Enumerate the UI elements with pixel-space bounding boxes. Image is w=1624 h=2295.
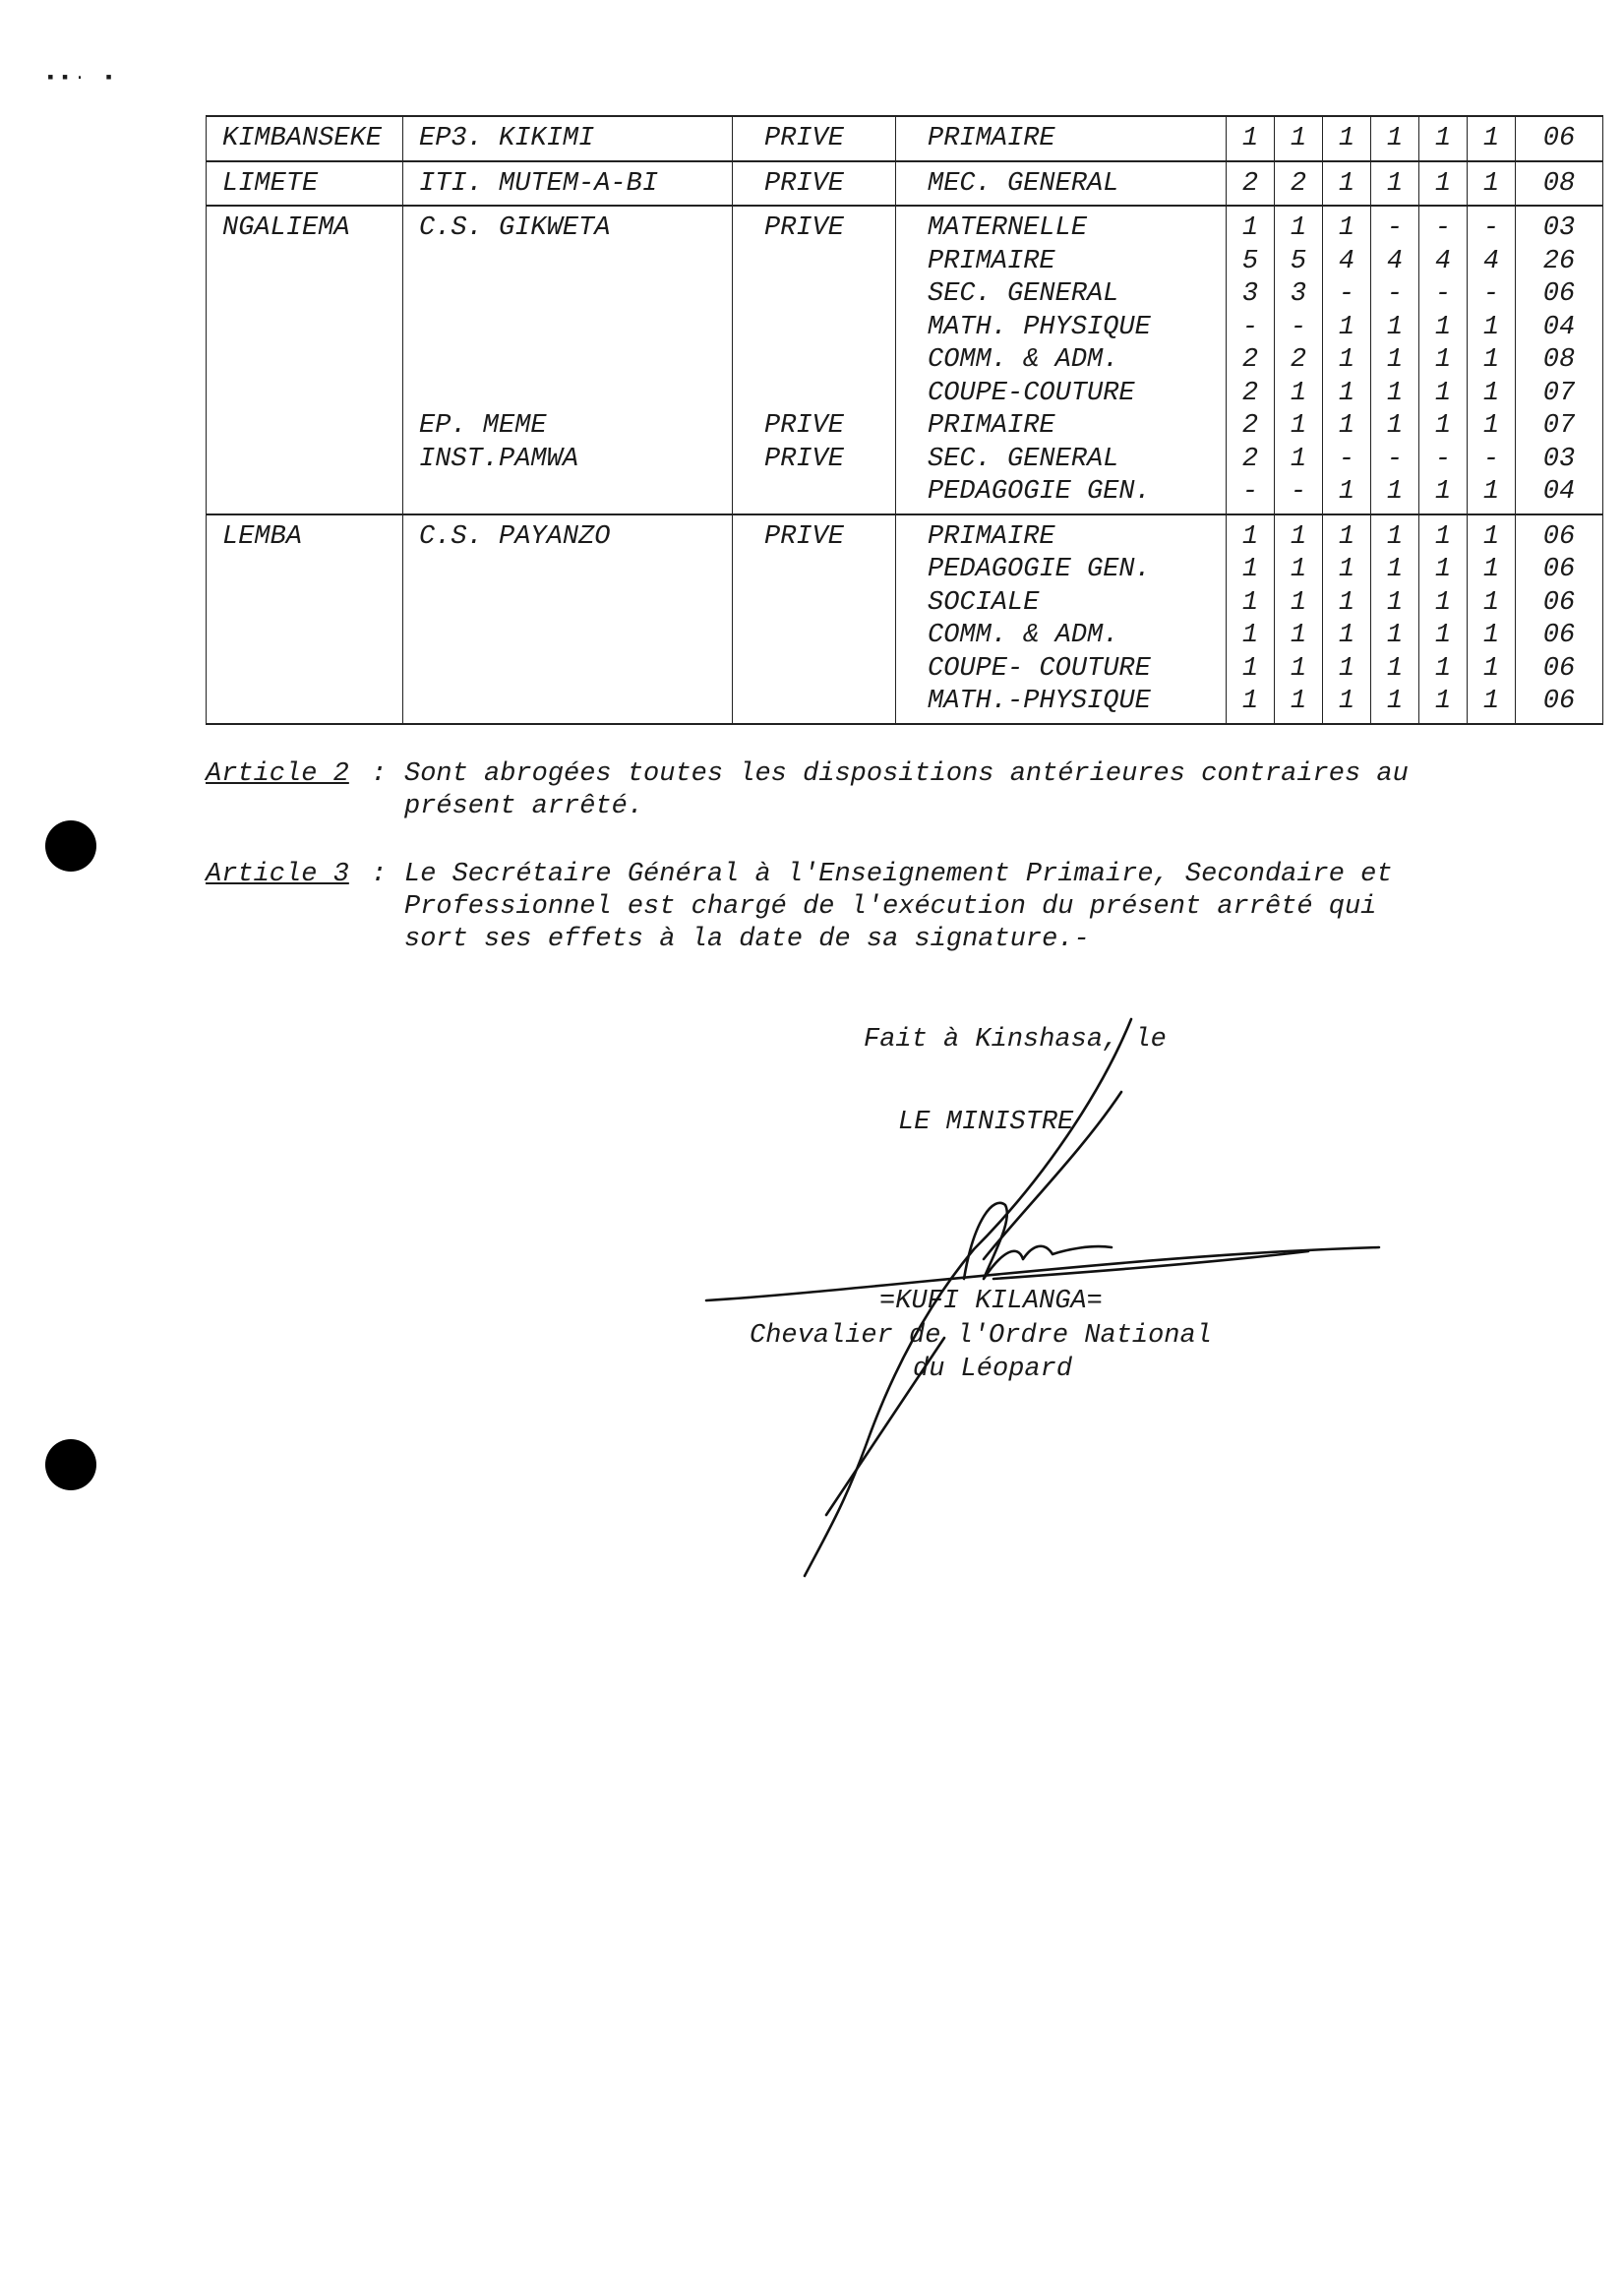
cell-line bbox=[419, 476, 732, 510]
cell-line: ITI. MUTEM-A-BI bbox=[419, 168, 659, 199]
cell-line: PRIMAIRE bbox=[928, 411, 1055, 441]
cell-line: C.S. PAYANZO bbox=[419, 521, 611, 552]
cell-line: LEMBA bbox=[222, 521, 303, 552]
cell-line: - bbox=[1482, 279, 1500, 309]
cell-line bbox=[764, 554, 895, 587]
cell-line: 4 bbox=[1434, 246, 1452, 276]
cell-line: 06 bbox=[1542, 687, 1576, 716]
cell-line: 1 bbox=[1338, 587, 1355, 618]
cell-line: 04 bbox=[1542, 477, 1576, 507]
cell-line: 1 bbox=[1386, 555, 1404, 584]
count-cell bbox=[1323, 514, 1371, 724]
cell-line: 1 bbox=[1482, 653, 1500, 684]
cell-line: 1 bbox=[1386, 653, 1404, 684]
cell-line: EP. MEME bbox=[419, 411, 547, 441]
cell-line bbox=[764, 312, 895, 345]
count-cell bbox=[1371, 514, 1419, 724]
commune-cell bbox=[207, 514, 403, 724]
cell-line: 1 bbox=[1482, 687, 1500, 716]
scan-specks: ▪▪· ▪ bbox=[45, 69, 119, 89]
option-cell bbox=[896, 116, 1227, 161]
regime-cell bbox=[733, 161, 896, 207]
cell-line: SEC. GENERAL bbox=[928, 279, 1119, 309]
count-cell bbox=[1323, 116, 1371, 161]
cell-line: - bbox=[1386, 213, 1404, 243]
signatory-name: =KUFI KILANGA= bbox=[879, 1287, 1103, 1316]
punch-hole bbox=[45, 1439, 96, 1490]
cell-line: - bbox=[1434, 213, 1452, 243]
cell-line: COUPE- COUTURE bbox=[928, 653, 1151, 684]
cell-line: 1 bbox=[1386, 587, 1404, 618]
signatory-title: LE MINISTRE bbox=[898, 1108, 1074, 1137]
cell-line bbox=[764, 620, 895, 653]
cell-line: PRIVE bbox=[764, 213, 845, 243]
cell-line bbox=[419, 620, 732, 653]
cell-line: 1 bbox=[1434, 411, 1452, 441]
cell-line: 26 bbox=[1542, 246, 1576, 276]
article-3-colon: : bbox=[371, 860, 388, 889]
cell-line bbox=[419, 587, 732, 621]
article-3-line: sort ses effets à la date de sa signature.- bbox=[404, 925, 1090, 954]
cell-line: 3 bbox=[1241, 279, 1259, 309]
article-2-colon: : bbox=[371, 759, 388, 789]
count-cell bbox=[1227, 206, 1275, 514]
cell-line bbox=[764, 278, 895, 312]
count-cell bbox=[1468, 514, 1516, 724]
article-3-body bbox=[404, 859, 1467, 956]
cell-line: - bbox=[1482, 444, 1500, 474]
cell-line: 1 bbox=[1482, 411, 1500, 441]
count-cell bbox=[1275, 161, 1323, 207]
cell-line: 1 bbox=[1338, 521, 1355, 552]
cell-line: PRIVE bbox=[764, 168, 845, 199]
cell-line: COUPE-COUTURE bbox=[928, 378, 1135, 408]
cell-line: 2 bbox=[1241, 411, 1259, 441]
school-cell bbox=[403, 206, 733, 514]
cell-line: 1 bbox=[1482, 168, 1500, 199]
cell-line: PRIMAIRE bbox=[928, 246, 1055, 276]
cell-line: MEC. GENERAL bbox=[928, 168, 1119, 199]
cell-line: - bbox=[1386, 444, 1404, 474]
cell-line bbox=[764, 344, 895, 378]
count-cell bbox=[1227, 161, 1275, 207]
cell-line: PRIMAIRE bbox=[928, 521, 1055, 552]
cell-line: 1 bbox=[1290, 653, 1307, 684]
cell-line: INST.PAMWA bbox=[419, 444, 579, 474]
count-cell bbox=[1227, 116, 1275, 161]
cell-line: 07 bbox=[1542, 378, 1576, 408]
cell-line: 1 bbox=[1386, 521, 1404, 552]
count-cell bbox=[1419, 161, 1468, 207]
cell-line: 2 bbox=[1241, 345, 1259, 375]
cell-line: 1 bbox=[1290, 444, 1307, 474]
cell-line: MATH. PHYSIQUE bbox=[928, 312, 1151, 342]
table-row bbox=[207, 514, 1603, 724]
cell-line: 4 bbox=[1386, 246, 1404, 276]
cell-line bbox=[419, 312, 732, 345]
cell-line: 1 bbox=[1338, 653, 1355, 684]
cell-line: 06 bbox=[1542, 621, 1576, 650]
cell-line: 1 bbox=[1241, 124, 1259, 153]
cell-line: 1 bbox=[1338, 312, 1355, 342]
cell-line: - bbox=[1434, 279, 1452, 309]
count-cell bbox=[1323, 161, 1371, 207]
cell-line bbox=[764, 653, 895, 687]
cell-line: LIMETE bbox=[222, 168, 319, 199]
cell-line: 1 bbox=[1434, 477, 1452, 507]
count-cell bbox=[1419, 206, 1468, 514]
cell-line: 1 bbox=[1434, 587, 1452, 618]
cell-line bbox=[764, 476, 895, 510]
cell-line: 1 bbox=[1482, 345, 1500, 375]
cell-line: 1 bbox=[1241, 687, 1259, 716]
cell-line: 1 bbox=[1434, 687, 1452, 716]
cell-line: 04 bbox=[1542, 312, 1576, 342]
cell-line: PRIVE bbox=[764, 521, 845, 552]
cell-line bbox=[764, 686, 895, 719]
cell-line: SOCIALE bbox=[928, 587, 1040, 618]
cell-line: 1 bbox=[1338, 555, 1355, 584]
count-cell bbox=[1419, 116, 1468, 161]
article-2-label: Article 2 bbox=[206, 759, 349, 789]
cell-line: 2 bbox=[1290, 345, 1307, 375]
cell-line: 2 bbox=[1241, 378, 1259, 408]
cell-line: 1 bbox=[1290, 587, 1307, 618]
cell-line: 1 bbox=[1338, 687, 1355, 716]
cell-line: 2 bbox=[1241, 168, 1259, 199]
cell-line: - bbox=[1290, 312, 1307, 342]
place-date: Fait à Kinshasa, le bbox=[864, 1025, 1167, 1055]
count-cell bbox=[1275, 514, 1323, 724]
article-2-line: présent arrêté. bbox=[404, 792, 644, 821]
cell-line: 5 bbox=[1290, 246, 1307, 276]
cell-line: 1 bbox=[1434, 312, 1452, 342]
cell-line: PEDAGOGIE GEN. bbox=[928, 555, 1151, 584]
count-cell bbox=[1371, 116, 1419, 161]
total-cell bbox=[1516, 206, 1603, 514]
cell-line: 1 bbox=[1386, 411, 1404, 441]
cell-line: - bbox=[1386, 279, 1404, 309]
count-cell bbox=[1419, 514, 1468, 724]
cell-line: 06 bbox=[1542, 124, 1576, 153]
cell-line: 4 bbox=[1338, 246, 1355, 276]
cell-line: PEDAGOGIE GEN. bbox=[928, 477, 1151, 507]
punch-hole bbox=[45, 820, 96, 872]
cell-line bbox=[419, 686, 732, 719]
cell-line: KIMBANSEKE bbox=[222, 124, 383, 153]
cell-line: 1 bbox=[1386, 378, 1404, 408]
cell-line: 1 bbox=[1338, 378, 1355, 408]
cell-line: COMM. & ADM. bbox=[928, 621, 1119, 650]
cell-line: 1 bbox=[1482, 124, 1500, 153]
cell-line bbox=[764, 246, 895, 279]
cell-line: 1 bbox=[1290, 621, 1307, 650]
option-cell bbox=[896, 206, 1227, 514]
cell-line: 1 bbox=[1241, 521, 1259, 552]
cell-line: 03 bbox=[1542, 444, 1576, 474]
cell-line: 1 bbox=[1482, 521, 1500, 552]
option-cell bbox=[896, 514, 1227, 724]
total-cell bbox=[1516, 161, 1603, 207]
cell-line: 2 bbox=[1290, 168, 1307, 199]
cell-line: 1 bbox=[1434, 345, 1452, 375]
cell-line: 03 bbox=[1542, 213, 1576, 243]
cell-line: MATERNELLE bbox=[928, 213, 1088, 243]
total-cell bbox=[1516, 514, 1603, 724]
signatory-distinction-line1: Chevalier de l'Ordre National bbox=[750, 1321, 1212, 1351]
cell-line: 1 bbox=[1338, 213, 1355, 243]
article-3-line: Professionnel est chargé de l'exécution du présent arrêté qui bbox=[404, 892, 1377, 922]
count-cell bbox=[1371, 161, 1419, 207]
cell-line: NGALIEMA bbox=[222, 213, 350, 243]
total-cell bbox=[1516, 116, 1603, 161]
article-3-line: Le Secrétaire Général à l'Enseignement Primaire, Secondaire et bbox=[404, 860, 1393, 889]
cell-line: 4 bbox=[1482, 246, 1500, 276]
cell-line: 1 bbox=[1434, 378, 1452, 408]
signatory-distinction-line2: du Léopard bbox=[913, 1355, 1073, 1384]
cell-line: COMM. & ADM. bbox=[928, 345, 1119, 375]
cell-line: 1 bbox=[1434, 621, 1452, 650]
commune-cell bbox=[207, 161, 403, 207]
cell-line: 06 bbox=[1542, 521, 1576, 552]
cell-line: 1 bbox=[1290, 555, 1307, 584]
cell-line: 1 bbox=[1434, 653, 1452, 684]
cell-line: 3 bbox=[1290, 279, 1307, 309]
cell-line: 1 bbox=[1241, 653, 1259, 684]
article-2-body bbox=[404, 758, 1467, 823]
cell-line: MATH.-PHYSIQUE bbox=[928, 687, 1151, 716]
school-cell bbox=[403, 161, 733, 207]
cell-line: 06 bbox=[1542, 587, 1576, 618]
cell-line: 06 bbox=[1542, 555, 1576, 584]
cell-line: 1 bbox=[1482, 621, 1500, 650]
cell-line: 06 bbox=[1542, 279, 1576, 309]
cell-line: 1 bbox=[1338, 168, 1355, 199]
cell-line: 1 bbox=[1290, 687, 1307, 716]
cell-line: 1 bbox=[1290, 378, 1307, 408]
cell-line: EP3. KIKIMI bbox=[419, 124, 595, 153]
cell-line: 1 bbox=[1386, 124, 1404, 153]
cell-line: 1 bbox=[1338, 124, 1355, 153]
table-row bbox=[207, 161, 1603, 207]
allocation-table bbox=[206, 115, 1603, 725]
cell-line: PRIVE bbox=[764, 444, 845, 474]
cell-line: 1 bbox=[1434, 555, 1452, 584]
cell-line: 1 bbox=[1434, 124, 1452, 153]
count-cell bbox=[1323, 206, 1371, 514]
cell-line: 1 bbox=[1338, 411, 1355, 441]
table-row bbox=[207, 206, 1603, 514]
cell-line: 1 bbox=[1386, 477, 1404, 507]
school-cell bbox=[403, 514, 733, 724]
count-cell bbox=[1468, 161, 1516, 207]
cell-line: 1 bbox=[1290, 213, 1307, 243]
cell-line: 07 bbox=[1542, 411, 1576, 441]
cell-line: 1 bbox=[1338, 477, 1355, 507]
article-2-line: Sont abrogées toutes les dispositions antérieures contraires au bbox=[404, 759, 1409, 789]
cell-line: 1 bbox=[1290, 411, 1307, 441]
table-row bbox=[207, 116, 1603, 161]
cell-line: - bbox=[1482, 213, 1500, 243]
cell-line: SEC. GENERAL bbox=[928, 444, 1119, 474]
cell-line: PRIMAIRE bbox=[928, 124, 1055, 153]
school-cell bbox=[403, 116, 733, 161]
cell-line bbox=[419, 344, 732, 378]
cell-line: 1 bbox=[1482, 587, 1500, 618]
cell-line: 5 bbox=[1241, 246, 1259, 276]
cell-line bbox=[419, 246, 732, 279]
cell-line: - bbox=[1434, 444, 1452, 474]
commune-cell bbox=[207, 116, 403, 161]
cell-line: 1 bbox=[1434, 521, 1452, 552]
cell-line: - bbox=[1241, 312, 1259, 342]
cell-line: 1 bbox=[1482, 555, 1500, 584]
cell-line: - bbox=[1338, 279, 1355, 309]
cell-line: 1 bbox=[1434, 168, 1452, 199]
article-3-label: Article 3 bbox=[206, 860, 349, 889]
cell-line: 1 bbox=[1386, 621, 1404, 650]
cell-line: 2 bbox=[1241, 444, 1259, 474]
cell-line: 1 bbox=[1386, 312, 1404, 342]
table-body bbox=[207, 116, 1603, 724]
cell-line: 1 bbox=[1241, 621, 1259, 650]
cell-line bbox=[419, 554, 732, 587]
cell-line: PRIVE bbox=[764, 124, 845, 153]
cell-line bbox=[764, 378, 895, 411]
cell-line: 1 bbox=[1338, 621, 1355, 650]
count-cell bbox=[1468, 206, 1516, 514]
cell-line: - bbox=[1241, 477, 1259, 507]
cell-line: - bbox=[1290, 477, 1307, 507]
cell-line: 1 bbox=[1482, 477, 1500, 507]
cell-line: PRIVE bbox=[764, 411, 845, 441]
cell-line: 1 bbox=[1290, 124, 1307, 153]
cell-line: 1 bbox=[1241, 213, 1259, 243]
cell-line: 1 bbox=[1386, 168, 1404, 199]
cell-line: 1 bbox=[1482, 312, 1500, 342]
cell-line: 06 bbox=[1542, 653, 1576, 684]
count-cell bbox=[1275, 116, 1323, 161]
cell-line: C.S. GIKWETA bbox=[419, 213, 611, 243]
count-cell bbox=[1371, 206, 1419, 514]
regime-cell bbox=[733, 116, 896, 161]
count-cell bbox=[1227, 514, 1275, 724]
cell-line: - bbox=[1338, 444, 1355, 474]
cell-line: 1 bbox=[1241, 587, 1259, 618]
option-cell bbox=[896, 161, 1227, 207]
cell-line: 1 bbox=[1290, 521, 1307, 552]
cell-line bbox=[419, 278, 732, 312]
regime-cell bbox=[733, 514, 896, 724]
commune-cell bbox=[207, 206, 403, 514]
regime-cell bbox=[733, 206, 896, 514]
cell-line: 1 bbox=[1482, 378, 1500, 408]
cell-line bbox=[419, 378, 732, 411]
cell-line: 1 bbox=[1386, 687, 1404, 716]
cell-line bbox=[419, 653, 732, 687]
cell-line: 08 bbox=[1542, 168, 1576, 199]
cell-line: 1 bbox=[1241, 555, 1259, 584]
count-cell bbox=[1275, 206, 1323, 514]
cell-line: 1 bbox=[1338, 345, 1355, 375]
cell-line bbox=[764, 587, 895, 621]
count-cell bbox=[1468, 116, 1516, 161]
cell-line: 08 bbox=[1542, 345, 1576, 375]
cell-line: 1 bbox=[1386, 345, 1404, 375]
